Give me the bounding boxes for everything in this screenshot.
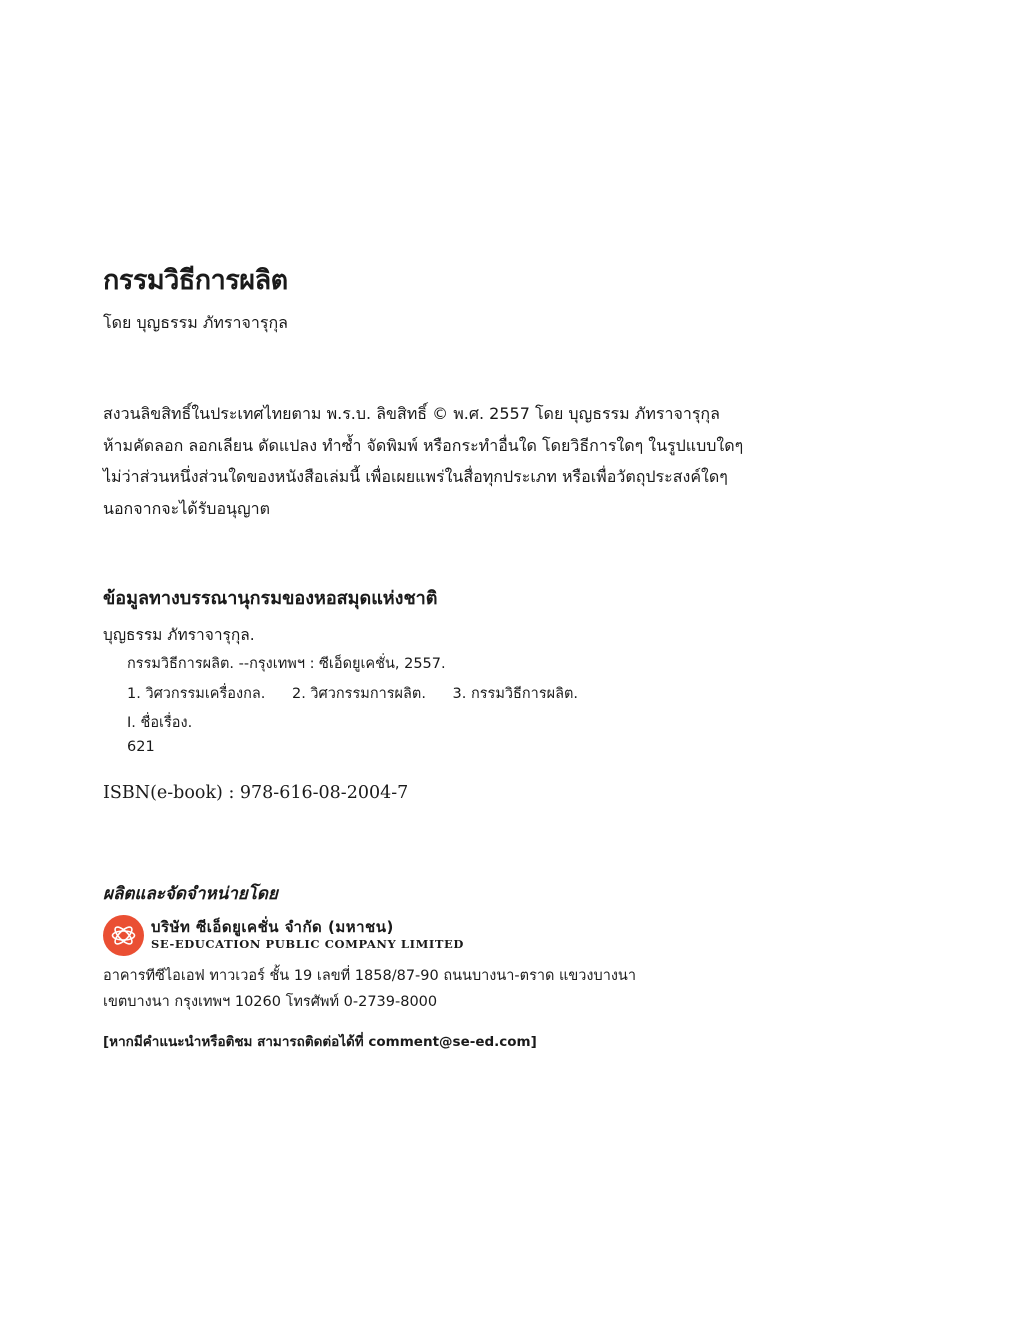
publisher-address	[103, 963, 636, 1015]
contact-note: [หากมีคำแนะนำหรือติชม สามารถติดต่อได้ที่ comment@se-ed.com]	[103, 1034, 537, 1050]
book-title: กรรมวิธีการผลิต	[103, 265, 288, 296]
book-byline: โดย บุญธรรม ภัทราจารุกุล	[103, 313, 288, 332]
cip-subject: 3. กรรมวิธีการผลิต.	[452, 686, 579, 702]
copyright-line: ไม่ว่าส่วนหนึ่งส่วนใดของหนังสือเล่มนี้ เพื่อเผยแพร่ในสื่อทุกประเภท หรือเพื่อวัตถุประสงค์ใดๆ	[103, 467, 728, 486]
distributor-heading: ผลิตและจัดจำหน่ายโดย	[103, 884, 278, 904]
isbn: ISBN(e-book) : 978-616-08-2004-7	[103, 783, 409, 803]
cip-class-number: 621	[127, 739, 155, 755]
copyright-line: นอกจากจะได้รับอนุญาต	[103, 498, 270, 518]
cip-title-entry: I. ชื่อเรื่อง.	[127, 715, 193, 731]
publisher-name-thai: บริษัท ซีเอ็ดยูเคชั่น จำกัด (มหาชน)	[151, 918, 394, 936]
atom-logo-icon	[103, 915, 144, 956]
copyright-line: ห้ามคัดลอก ลอกเลียน ดัดแปลง ทำซ้ำ จัดพิมพ์ หรือกระทำอื่นใด โดยวิธีการใดๆ ในรูปแบบใดๆ	[103, 435, 744, 455]
address-line: เขตบางนา กรุงเทพฯ 10260 โทรศัพท์ 0-2739-8000	[103, 994, 438, 1010]
copyright-line: สงวนลิขสิทธิ์ในประเทศไทยตาม พ.ร.บ. ลิขสิทธิ์ © พ.ศ. 2557 โดย บุญธรรม ภัทราจารุกุล	[103, 404, 720, 423]
cip-subject: 2. วิศวกรรมการผลิต.	[291, 686, 426, 702]
cip-imprint: กรรมวิธีการผลิต. --กรุงเทพฯ : ซีเอ็ดยูเคชั่น, 2557.	[127, 656, 446, 672]
copyright-notice	[103, 398, 743, 524]
cip-subjects	[127, 682, 578, 705]
cip-subject: 1. วิศวกรรมเครื่องกล.	[127, 686, 266, 702]
cip-author: บุญธรรม ภัทราจารุกุล.	[103, 626, 255, 644]
publisher-name-english: SE-EDUCATION PUBLIC COMPANY LIMITED	[151, 937, 464, 951]
cip-heading: ข้อมูลทางบรรณานุกรมของหอสมุดแห่งชาติ	[103, 588, 438, 609]
address-line: อาคารทีซีไอเอฟ ทาวเวอร์ ชั้น 19 เลขที่ 1858/87-90 ถนนบางนา-ตราด แขวงบางนา	[103, 968, 636, 984]
